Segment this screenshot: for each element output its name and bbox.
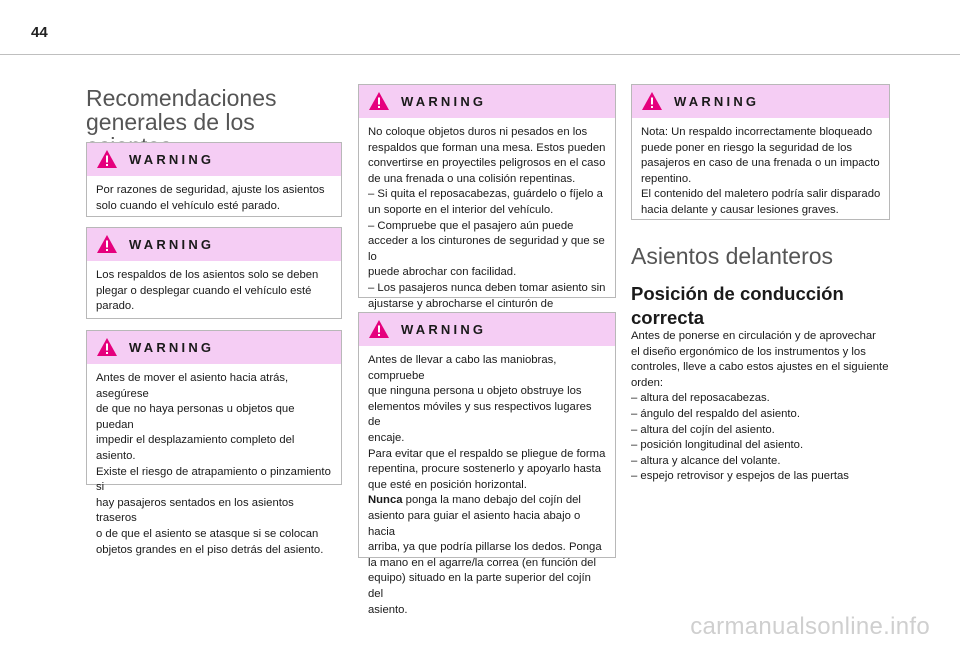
title-line: generales de los [86, 109, 255, 135]
warning-box [86, 142, 342, 217]
text-line: Nota: Un respaldo incorrectamente bloqueado [641, 126, 873, 138]
text-line: – Los pasajeros nunca deben tomar asiento sin [368, 281, 606, 294]
warning-triangle-icon [368, 319, 390, 339]
warning-triangle-icon [368, 91, 390, 111]
warning-label: WARNING [129, 237, 215, 252]
warning-text [87, 176, 341, 214]
text-line: que esté en posición horizontal. [368, 478, 527, 491]
text-line: Existe el riesgo de atrapamiento o pinzamiento si [96, 465, 331, 494]
header-divider [0, 54, 960, 55]
text-line: parado. [96, 300, 135, 313]
warning-text [359, 118, 615, 328]
text-line: de que no haya personas u objetos que puedan [96, 403, 295, 431]
text-line: respaldos que forman una mesa. Estos pueden [368, 141, 606, 154]
warning-box [358, 312, 616, 616]
text-line: Antes de llevar a cabo las maniobras, compruebe [368, 354, 557, 382]
list-item: – espejo retrovisor y espejos de las puertas [631, 470, 849, 483]
text-line: convertirse en proyectiles peligrosos en el caso [368, 157, 606, 170]
text-line: equipo) situado en la parte superior del cojín del [368, 572, 591, 600]
title-line: Posición de conducción [631, 283, 844, 304]
warning-box [86, 227, 342, 319]
text-line: controles, lleve a cabo estos ajustes en el siguiente [631, 361, 889, 374]
list-item: – ángulo del respaldo del asiento. [631, 407, 800, 420]
text-line: la mano en el agarre/la correa (en función del [368, 556, 596, 569]
warning-text [632, 118, 889, 219]
text-line: ajustarse y abrocharse el cinturón de [368, 297, 554, 310]
list-item: – altura del reposacabezas. [631, 392, 770, 405]
warning-header [87, 331, 341, 364]
warning-triangle-icon [96, 234, 118, 254]
text-line: asiento. [368, 603, 408, 616]
text-line: Antes de mover el asiento hacia atrás, asegúrese [96, 372, 289, 400]
warning-label: WARNING [401, 322, 487, 337]
text-line: asiento para guiar el asiento hacia abajo o hacia [368, 509, 581, 538]
warning-label: WARNING [674, 94, 760, 109]
list-item: – posición longitudinal del asiento. [631, 439, 804, 452]
warning-text [87, 364, 341, 558]
warning-header [632, 85, 889, 118]
driving-position-text [631, 329, 890, 485]
text-line: encaje. [368, 431, 405, 444]
list-item: – altura y alcance del volante. [631, 454, 781, 467]
text-fragment: ponga la mano debajo del cojín del [402, 494, 581, 507]
warning-box [631, 84, 890, 220]
warning-triangle-icon [96, 337, 118, 357]
text-line: impedir el desplazamiento completo del asiento. [96, 434, 295, 462]
warning-label: WARNING [401, 94, 487, 109]
text-line: hacia delante y causar lesiones graves. [641, 203, 839, 216]
text-line: – Compruebe que el pasajero aún puede [368, 219, 574, 232]
text-line: hay pasajeros sentados en los asientos traseros [96, 496, 294, 525]
text-line: orden: [631, 376, 664, 389]
text-line: arriba, ya que podría pillarse los dedos. Ponga [368, 541, 602, 554]
emphasis-word: Nunca [368, 494, 403, 507]
text-line: Por razones de seguridad, ajuste los asientos [96, 184, 325, 196]
page-number: 44 [31, 24, 48, 41]
warning-text [87, 261, 341, 315]
text-line: – Si quita el reposacabezas, guárdelo o fíjelo a [368, 188, 603, 201]
text-line: objetos grandes en el piso detrás del asiento. [96, 543, 324, 556]
warning-box [86, 330, 342, 556]
text-line: solo cuando el vehículo esté parado. [96, 199, 281, 212]
text-line: puede abrochar con facilidad. [368, 266, 517, 279]
text-line: El contenido del maletero podría salir disparado [641, 188, 881, 201]
text-line: repentino. [641, 172, 692, 185]
text-line [368, 493, 607, 509]
text-line: de una frenada o una colisión repentinas. [368, 172, 576, 185]
text-line: repentina, procure sostenerlo y apoyarlo hasta [368, 463, 601, 476]
text-line: plegar o desplegar cuando el vehículo esté [96, 284, 312, 297]
text-line: No coloque objetos duros ni pesados en los [368, 126, 588, 138]
text-line: puede poner en riesgo la seguridad de los [641, 141, 853, 154]
text-line: acceder a los cinturones de seguridad y que se lo [368, 235, 605, 263]
text-line: Para evitar que el respaldo se pliegue de forma [368, 447, 606, 460]
warning-header [359, 313, 615, 346]
warning-header [359, 85, 615, 118]
warning-text [359, 346, 615, 618]
warning-header [87, 228, 341, 261]
warning-triangle-icon [641, 91, 663, 111]
section-title-front-seats: Asientos delanteros [631, 243, 834, 269]
text-line: elementos móviles y sus respectivos lugares de [368, 400, 592, 429]
title-line: correcta [631, 307, 705, 328]
title-line: Recomendaciones [86, 85, 277, 111]
warning-header [87, 143, 341, 176]
text-line: que ninguna persona u objeto obstruye los [368, 385, 582, 398]
text-line: un soporte en el interior del vehículo. [368, 203, 554, 216]
text-line: el diseño ergonómico de los instrumentos y los [631, 345, 866, 358]
warning-label: WARNING [129, 152, 215, 167]
text-line: Antes de ponerse en circulación y de aprovechar [631, 330, 876, 342]
text-line: pasajeros en caso de una frenada o un impacto [641, 157, 880, 170]
warning-triangle-icon [96, 149, 118, 169]
sub-title-driving-position [631, 282, 844, 330]
warning-label: WARNING [129, 340, 215, 355]
watermark: carmanualsonline.info [690, 613, 930, 640]
warning-box [358, 84, 616, 310]
text-line: o de que el asiento se atasque si se colocan [96, 527, 319, 540]
text-line: Los respaldos de los asientos solo se deben [96, 269, 319, 281]
list-item: – altura del cojín del asiento. [631, 423, 775, 436]
